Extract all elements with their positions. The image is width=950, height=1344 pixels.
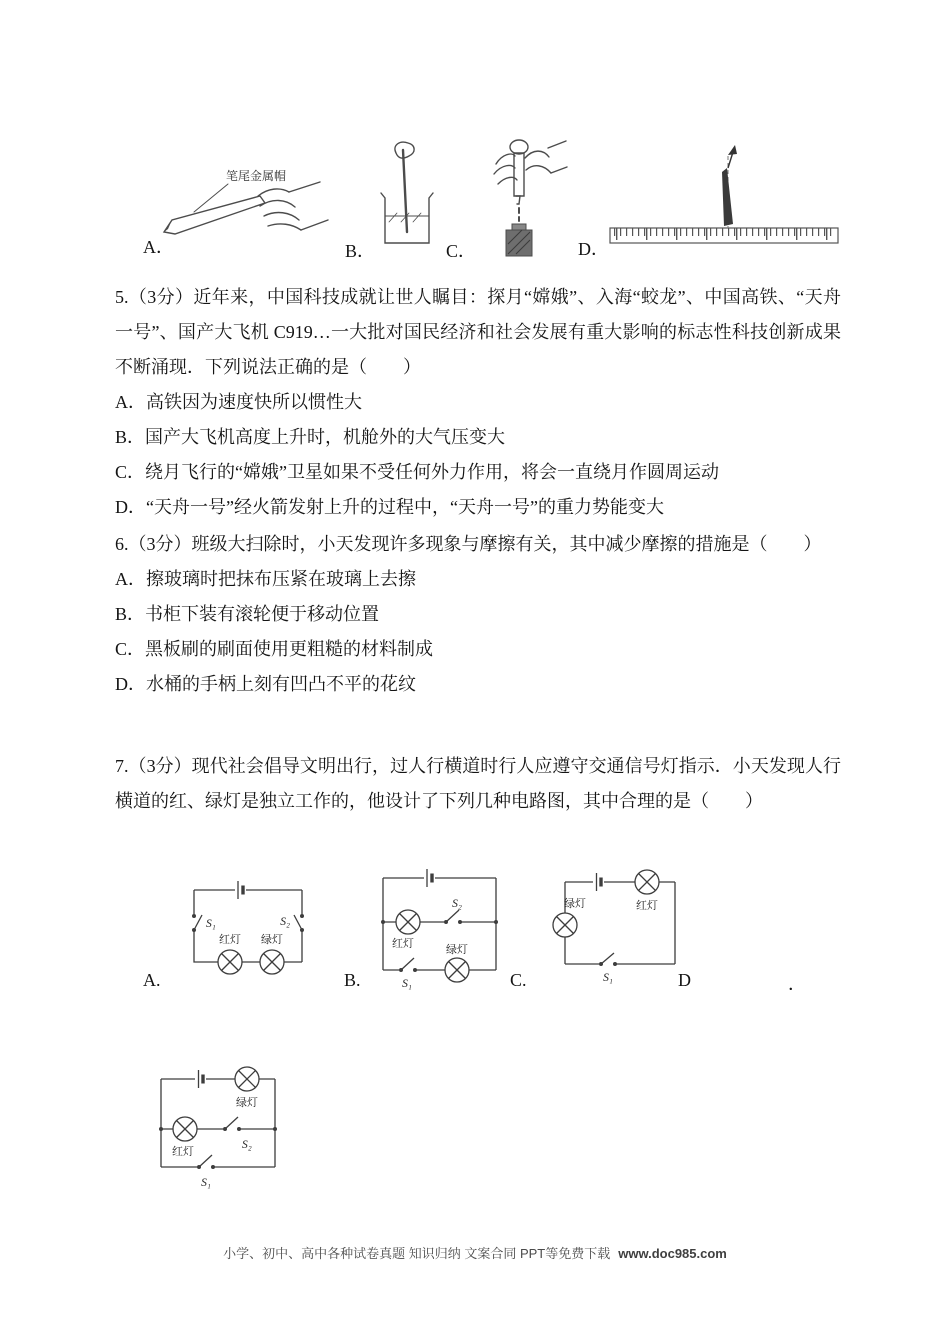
question-6-option-b: B．书柜下装有滚轮便于移动位置 — [115, 604, 380, 624]
figure-option-label-a: A． — [143, 237, 174, 257]
switch-s2-label: S₂ — [242, 1139, 252, 1151]
question-5 — [115, 280, 841, 525]
circuit-c-figure — [549, 868, 685, 986]
green-lamp-label: 绿灯 — [446, 944, 468, 956]
battery-symbol — [597, 873, 602, 891]
question-7 — [115, 749, 841, 819]
trailing-period: ． — [788, 974, 806, 994]
lamp-symbol-green — [235, 1067, 259, 1091]
circuit-option-label-b: B. — [344, 970, 361, 990]
pen-hand-figure — [158, 166, 336, 254]
beaker-thermometer-figure — [372, 140, 436, 256]
red-lamp-label: 红灯 — [172, 1146, 194, 1158]
green-lamp-label: 绿灯 — [564, 898, 586, 910]
green-lamp-label: 绿灯 — [261, 934, 283, 946]
dropper-bottle-figure — [468, 136, 570, 260]
lamp-symbol-green — [553, 913, 577, 937]
page-footer — [0, 1243, 950, 1262]
circuit-option-label-d: D — [678, 970, 691, 990]
switch-s1-label: S₁ — [206, 918, 216, 930]
figure-option-label-c: C． — [446, 241, 477, 261]
ruler-pen-figure — [606, 142, 842, 254]
lamp-symbol-green — [260, 950, 284, 974]
switch-symbol-s1 — [192, 914, 202, 932]
red-lamp-label: 红灯 — [636, 900, 658, 912]
question-5-option-d: D．“天舟一号”经火箭发射上升的过程中，“天舟一号”的重力势能变大 — [115, 497, 664, 517]
switch-symbol-s1 — [197, 1155, 215, 1169]
question-5-stem: 5.（3分）近年来，中国科技成就让世人瞩目：探月“嫦娥”、入海“蛟龙”、中国高铁、“天舟一号”、国产大飞机 C919…一大批对国民经济和社会发展有重大影响的标志性科技创新成果不断涌现．下列说法正确的是（ ） — [115, 287, 841, 377]
question-5-option-a: A．高铁因为速度快所以惯性大 — [115, 392, 362, 412]
question-5-option-c: C．绕月飞行的“嫦娥”卫星如果不受任何外力作用，将会一直绕月作圆周运动 — [115, 462, 719, 482]
question-6-stem: 6.（3分）班级大扫除时，小天发现许多现象与摩擦有关，其中减少摩擦的措施是（ ） — [115, 534, 822, 554]
figure-option-label-b: B． — [345, 241, 376, 261]
figure-option-label-d: D． — [578, 239, 609, 259]
lamp-symbol-red — [396, 910, 420, 934]
question-7-stem: 7.（3分）现代社会倡导文明出行，过人行横道时行人应遵守交通信号灯指示．小天发现人行横道的红、绿灯是独立工作的，他设计了下列几种电路图，其中合理的是（ ） — [115, 756, 841, 811]
question-5-option-b: B．国产大飞机高度上升时，机舱外的大气压变大 — [115, 427, 506, 447]
wires — [565, 882, 675, 964]
battery-symbol — [427, 869, 432, 887]
switch-symbol-s1 — [399, 958, 417, 972]
battery-symbol — [199, 1070, 204, 1088]
switch-s1-label: S₁ — [603, 972, 613, 984]
battery-symbol — [238, 881, 243, 899]
footer-url-link[interactable]: www.doc985.com — [618, 1246, 727, 1261]
switch-symbol-s2 — [294, 914, 304, 932]
circuit-option-label-a: A. — [143, 970, 161, 990]
circuit-d-figure — [149, 1063, 287, 1197]
switch-s2-label: S₂ — [452, 898, 462, 910]
switch-symbol-s2 — [223, 1117, 241, 1131]
green-lamp-label: 绿灯 — [236, 1097, 258, 1109]
red-lamp-label: 红灯 — [219, 934, 241, 946]
circuit-a-figure — [184, 876, 312, 976]
question-6-option-a: A．擦玻璃时把抹布压紧在玻璃上去擦 — [115, 569, 416, 589]
circuit-b-figure — [373, 864, 506, 994]
pen-caption-label: 笔尾金属帽 — [225, 169, 287, 183]
lamp-symbol-red — [635, 870, 659, 894]
lamp-symbol-red — [173, 1117, 197, 1141]
circuit-option-label-c: C. — [510, 970, 527, 990]
footer-text: 小学、初中、高中各种试卷真题 知识归纳 文案合同 PPT等免费下载 — [223, 1246, 611, 1261]
question-6-option-c: C．黑板刷的刷面使用更粗糙的材料制成 — [115, 639, 434, 659]
ink-bottle-sketch — [506, 224, 532, 256]
question-6-option-d: D．水桶的手柄上刻有凹凸不平的花纹 — [115, 674, 416, 694]
switch-symbol-s1 — [599, 953, 617, 966]
switch-s2-label: S₂ — [280, 916, 290, 928]
hand-sketch — [258, 182, 328, 230]
question-6 — [115, 527, 841, 702]
switch-s1-label: S₁ — [201, 1177, 211, 1189]
switch-s1-label: S₁ — [402, 978, 412, 990]
pen-sketch — [164, 196, 265, 234]
switch-symbol-s2 — [444, 910, 462, 924]
lamp-symbol-green — [445, 958, 469, 982]
hand-sketch — [494, 141, 567, 184]
lamp-symbol-red — [218, 950, 242, 974]
red-lamp-label: 红灯 — [392, 938, 414, 950]
